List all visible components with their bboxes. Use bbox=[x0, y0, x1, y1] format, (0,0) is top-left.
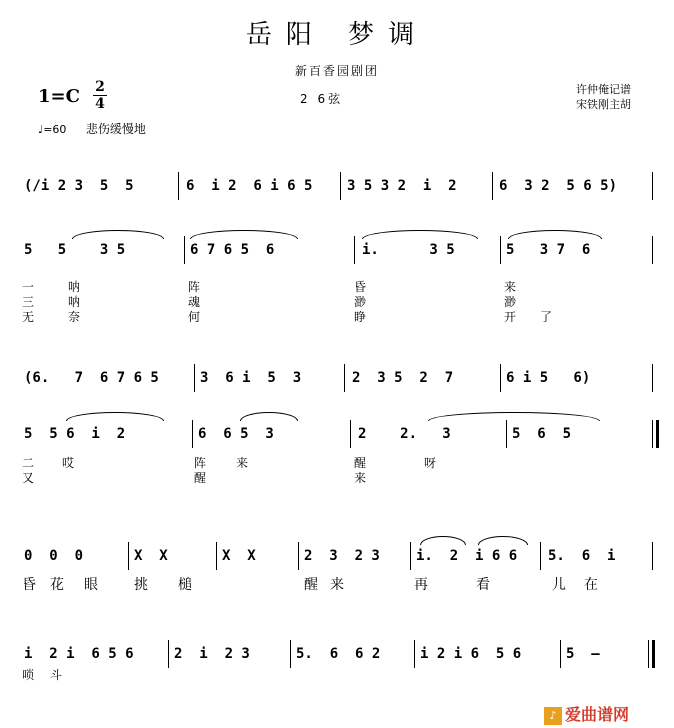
measure: (/i 2 3 5 5 bbox=[24, 178, 134, 194]
lyric: 来 bbox=[354, 471, 367, 485]
tie bbox=[362, 230, 478, 239]
measure: 6 7 6 5 6 bbox=[190, 242, 275, 258]
barline bbox=[340, 172, 341, 200]
lyric: 魂 bbox=[188, 295, 201, 309]
lyric: 三 bbox=[22, 295, 35, 309]
measure: 2 3 2 3 bbox=[304, 548, 380, 564]
barline bbox=[540, 542, 541, 570]
lyric: 奈 bbox=[68, 310, 81, 324]
measure: 5 3 7 6 bbox=[506, 242, 591, 258]
lyric: 唢 bbox=[22, 668, 35, 682]
lyric: 看 bbox=[476, 577, 490, 593]
lyric: 渺 bbox=[354, 295, 367, 309]
lyric: 又 bbox=[22, 471, 35, 485]
huqin-player: 宋铁刚主胡 bbox=[576, 98, 631, 111]
barline bbox=[652, 420, 653, 448]
time-signature-top: 2 bbox=[95, 79, 105, 95]
lyric: 无 bbox=[22, 310, 35, 324]
measure: 3 6 i 5 3 bbox=[200, 370, 302, 386]
credits bbox=[576, 82, 631, 112]
lyric: 二 bbox=[22, 456, 35, 470]
tie bbox=[478, 536, 528, 545]
barline bbox=[290, 640, 291, 668]
measure: 6 6 5 3 bbox=[198, 426, 274, 442]
barline bbox=[410, 542, 411, 570]
lyric: 哎 bbox=[62, 456, 75, 470]
lyric: 昏 bbox=[22, 577, 36, 593]
staff-row-2 bbox=[0, 236, 674, 264]
tie bbox=[240, 412, 298, 421]
barline bbox=[506, 420, 507, 448]
tempo-value: ♩=60 bbox=[38, 123, 67, 136]
barline bbox=[648, 640, 649, 668]
time-signature bbox=[92, 80, 108, 111]
lyric: 阵 bbox=[194, 456, 207, 470]
measure: 6 i 2 6 i 6 5 bbox=[186, 178, 313, 194]
lyric: 槌 bbox=[178, 577, 192, 593]
lyric: 来 bbox=[504, 280, 517, 294]
barline bbox=[192, 420, 193, 448]
barline bbox=[652, 542, 653, 570]
measure: 2 i 2 3 bbox=[174, 646, 250, 662]
barline bbox=[560, 640, 561, 668]
lyric: 来 bbox=[236, 456, 249, 470]
tuning: 2 6弦 bbox=[300, 92, 344, 106]
final-barline bbox=[652, 640, 655, 668]
lyric: 斗 bbox=[50, 668, 63, 682]
measure: X X bbox=[222, 548, 256, 564]
lyric: 呐 bbox=[68, 295, 81, 309]
lyric: 昏 bbox=[354, 280, 367, 294]
barline bbox=[652, 364, 653, 392]
measure: i. 2 i 6 6 bbox=[416, 548, 518, 564]
lyric: 儿 bbox=[552, 577, 566, 593]
transcriber: 许仲俺记谱 bbox=[576, 83, 631, 96]
barline bbox=[216, 542, 217, 570]
measure: 5 6 5 bbox=[512, 426, 572, 442]
measure: 5. 6 i bbox=[548, 548, 616, 564]
lyric: 再 bbox=[414, 577, 428, 593]
lyric: 呀 bbox=[424, 456, 437, 470]
lyric: 醒 bbox=[194, 471, 207, 485]
barline bbox=[194, 364, 195, 392]
lyric: 在 bbox=[584, 577, 598, 593]
measure: (6. 7 6 7 6 5 bbox=[24, 370, 159, 386]
time-signature-bottom: 4 bbox=[95, 96, 105, 112]
measure: 3 5 3 2 i 2 bbox=[347, 178, 457, 194]
measure: 5. 6 6 2 bbox=[296, 646, 381, 662]
staff-row-3 bbox=[0, 364, 674, 392]
lyric: 醒 bbox=[304, 577, 318, 593]
measure: i 2 i 6 5 6 bbox=[420, 646, 522, 662]
tie bbox=[508, 230, 602, 239]
tie bbox=[420, 536, 466, 545]
measure: 5 5 3 5 bbox=[24, 242, 126, 258]
staff-row-1 bbox=[0, 172, 674, 200]
mood-marking: 悲伤缓慢地 bbox=[85, 122, 146, 136]
measure: i 2 i 6 5 6 bbox=[24, 646, 134, 662]
barline bbox=[344, 364, 345, 392]
lyric: 渺 bbox=[504, 295, 517, 309]
repeat-barline bbox=[656, 420, 659, 448]
barline bbox=[652, 172, 653, 200]
measure: 6 3 2 5 6 5) bbox=[499, 178, 618, 194]
barline bbox=[500, 364, 501, 392]
barline bbox=[168, 640, 169, 668]
tie bbox=[66, 412, 164, 421]
lyric: 醒 bbox=[354, 456, 367, 470]
barline bbox=[652, 236, 653, 264]
barline bbox=[350, 420, 351, 448]
tempo-marking bbox=[38, 120, 146, 137]
music-note-icon: ♪ bbox=[544, 707, 562, 725]
staff-row-6 bbox=[0, 640, 674, 668]
measure: X X bbox=[134, 548, 168, 564]
barline bbox=[184, 236, 185, 264]
key-signature: 1=C bbox=[38, 86, 80, 107]
measure: 2 2. 3 bbox=[358, 426, 451, 442]
barline bbox=[128, 542, 129, 570]
lyric: 来 bbox=[330, 577, 344, 593]
lyric: 眼 bbox=[84, 577, 98, 593]
lyric: 睁 bbox=[354, 310, 367, 324]
lyric: 呐 bbox=[68, 280, 81, 294]
lyric: 了 bbox=[540, 310, 553, 324]
measure: 0 0 0 bbox=[24, 548, 84, 564]
measure: 2 3 5 2 7 bbox=[352, 370, 454, 386]
barline bbox=[414, 640, 415, 668]
tie bbox=[428, 412, 600, 421]
barline bbox=[298, 542, 299, 570]
troupe-name: 新百香园剧团 bbox=[294, 64, 379, 78]
lyric: 花 bbox=[50, 577, 64, 593]
site-watermark bbox=[544, 702, 629, 725]
barline bbox=[354, 236, 355, 264]
lyric: 阵 bbox=[188, 280, 201, 294]
lyric: 开 bbox=[504, 310, 517, 324]
lyric: 挑 bbox=[134, 577, 148, 593]
measure: 5 – bbox=[566, 646, 600, 662]
staff-row-5 bbox=[0, 542, 674, 570]
measure: i. 3 5 bbox=[362, 242, 455, 258]
lyric: 一 bbox=[22, 280, 35, 294]
measure: 6 i 5 6) bbox=[506, 370, 591, 386]
barline bbox=[500, 236, 501, 264]
page-title: 岳阳 梦调 bbox=[245, 20, 429, 50]
watermark-text: 爱曲谱网 bbox=[565, 705, 630, 724]
tie bbox=[72, 230, 164, 239]
staff-row-4 bbox=[0, 420, 674, 448]
barline bbox=[178, 172, 179, 200]
measure: 5 5 6 i 2 bbox=[24, 426, 126, 442]
lyric: 何 bbox=[188, 310, 201, 324]
barline bbox=[492, 172, 493, 200]
tie bbox=[190, 230, 298, 239]
